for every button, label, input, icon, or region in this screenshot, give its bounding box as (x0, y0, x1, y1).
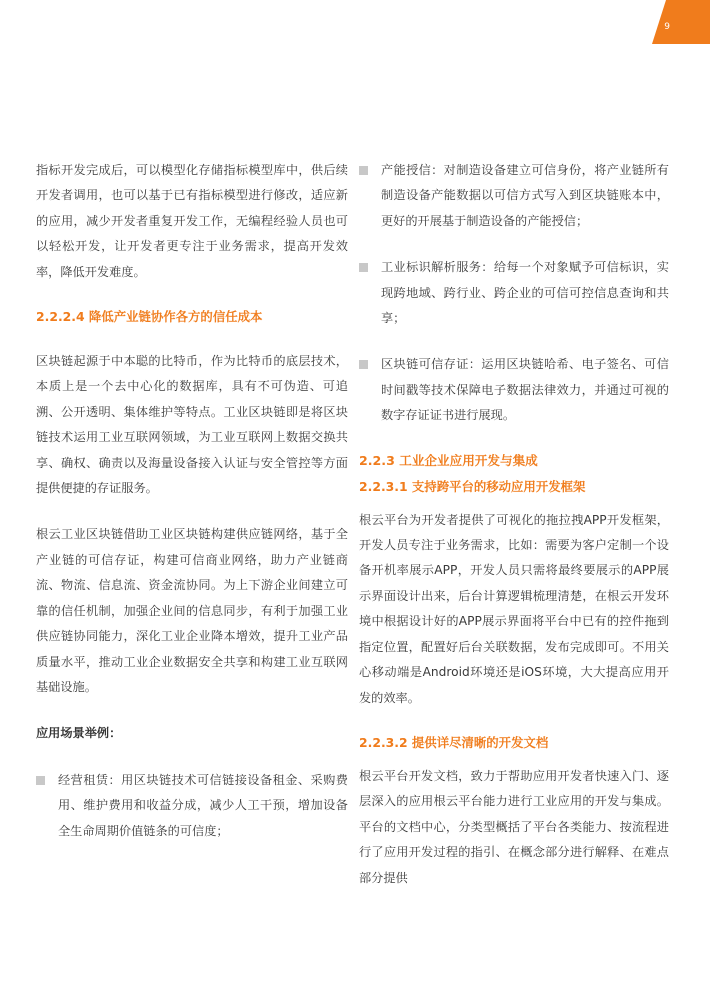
list-item (359, 255, 669, 331)
heading-223: 2.2.3 工业企业应用开发与集成 (359, 452, 538, 468)
paragraph-metric-development: 指标开发完成后，可以模型化存储指标模型库中，供后续开发者调用，也可以基于已有指标模型进行修改，适应新的应用，减少开发者重复开发工作，无编程经验人员也可以轻松开发，让开发者更专注于业务需求，提高开发效率，降低开发难度。 (36, 163, 348, 279)
paragraph-app-framework: 根云平台为开发者提供了可视化的拖拉拽APP开发框架，开发人员专注于业务需求，比如：需要为客户定制一个设备开机率展示APP，开发人员只需将最终要展示的APP展示界面设计出来，后台计算逻辑梳理清楚，在根云开发环境中根据设计好的APP展示界面将平台中已有的控件拖到指定位置，配置好后台关联数据，发布完成即可。不用关心移动端是Android环境还是iOS环境，大大提高应用开发的效率。 (359, 512, 669, 705)
bullet-text: 产能授信：对制造设备建立可信身份，将产业链所有制造设备产能数据以可信方式写入到区块链账本中，更好的开展基于制造设备的产能授信； (381, 163, 669, 228)
right-column (359, 158, 669, 891)
square-bullet-icon (359, 166, 368, 175)
heading-2224: 2.2.2.4 降低产业链协作各方的信任成本 (36, 309, 263, 325)
square-bullet-icon (359, 263, 368, 272)
page-number: 9 (664, 22, 670, 32)
paragraph-dev-docs: 根云平台开发文档，致力于帮助应用开发者快速入门、逐层深入的应用根云平台能力进行工业应用的开发与集成。平台的文档中心，分类型概括了平台各类能力、按流程进行了应用开发过程的指引、在概念部分进行解释、在难点部分提供 (359, 768, 669, 885)
scenario-title: 应用场景举例： (36, 726, 122, 741)
list-item (359, 352, 669, 428)
list-item (359, 158, 669, 234)
page-corner-tab (652, 0, 710, 44)
list-item (36, 768, 348, 844)
bullet-text: 经营租赁：用区块链技术可信链接设备租金、采购费用、维护费用和收益分成，减少人工干预，增加设备全生命周期价值链条的可信度； (58, 772, 348, 838)
left-column (36, 158, 348, 844)
square-bullet-icon (359, 360, 368, 369)
paragraph-rootcloud-blockchain: 根云工业区块链借助工业区块链构建供应链网络，基于全产业链的可信存证，构建可信商业网络，助力产业链商流、物流、信息流、资金流协同。为上下游企业间建立可靠的信任机制，加强企业间的信息同步，有利于加强工业供应链协同能力，深化工业企业降本增效，提升工业产品质量水平，推动工业企业数据安全共享和构建工业互联网基础设施。 (36, 527, 348, 694)
bullet-text: 工业标识解析服务：给每一个对象赋予可信标识，实现跨地域、跨行业、跨企业的可信可控信息查询和共享； (381, 260, 669, 326)
bullet-text: 区块链可信存证：运用区块链哈希、电子签名、可信时间戳等技术保障电子数据法律效力，并通过可视的数字存证证书进行展现。 (381, 357, 669, 423)
heading-2231: 2.2.3.1 支持跨平台的移动应用开发框架 (359, 478, 586, 494)
paragraph-blockchain-origin: 区块链起源于中本聪的比特币，作为比特币的底层技术，本质上是一个去中心化的数据库，具有不可伪造、可追溯、公开透明、集体维护等特点。工业区块链即是将区块链技术运用工业互联网领域，为工业互联网上数据交换共享、确权、确责以及海量设备接入认证与安全管控等方面提供便捷的存证服务。 (36, 354, 348, 496)
square-bullet-icon (36, 776, 45, 785)
heading-2232: 2.2.3.2 提供详尽清晰的开发文档 (359, 734, 549, 750)
